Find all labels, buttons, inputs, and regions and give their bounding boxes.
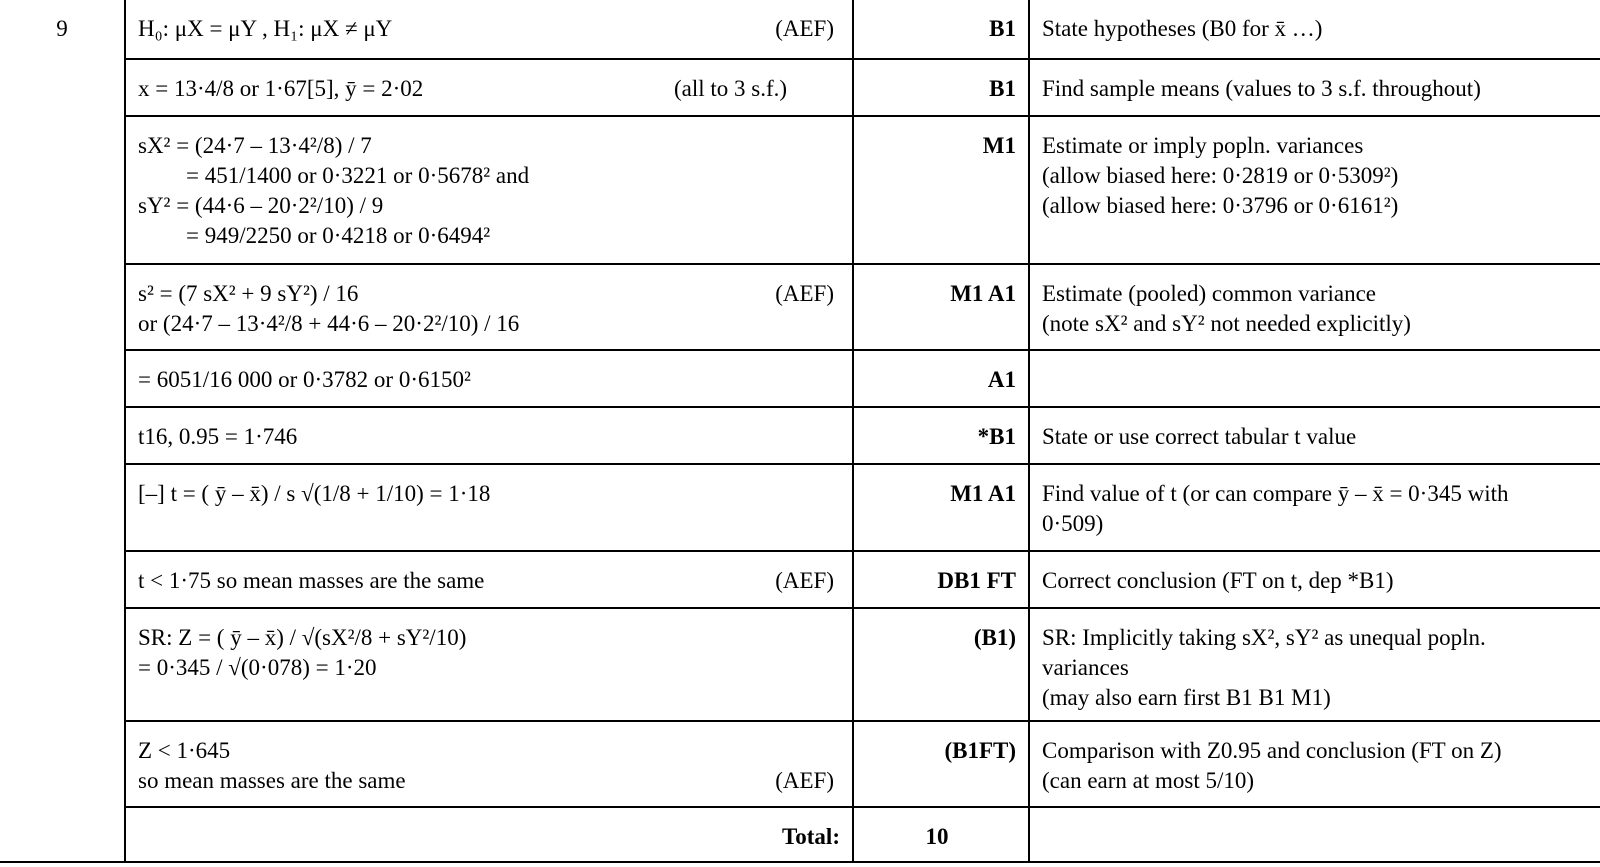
sample-means-text: x = 13·4/8 or 1·67[5], ȳ = 2·02 bbox=[138, 76, 424, 101]
answer-cell bbox=[125, 59, 853, 116]
aef-label: (AEF) bbox=[775, 568, 834, 593]
table-row bbox=[0, 721, 1600, 807]
answer-line: s² = (7 sX² + 9 sY²) / 16 bbox=[138, 281, 359, 306]
answer-cell bbox=[125, 721, 853, 807]
mark-cell: (B1FT) bbox=[853, 721, 1029, 807]
guidance-cell bbox=[1029, 264, 1600, 350]
answer-line: sY² = (44·6 – 20·2²/10) / 9 bbox=[138, 193, 384, 218]
guidance-line: variances bbox=[1042, 655, 1129, 680]
guidance-line: (allow biased here: 0·3796 or 0·6161²) bbox=[1042, 193, 1399, 218]
answer-line: Z < 1·645 bbox=[138, 738, 231, 763]
guidance-line: Estimate or imply popln. variances bbox=[1042, 133, 1364, 158]
table-row bbox=[0, 551, 1600, 608]
answer-cell: = 6051/16 000 or 0·3782 or 0·6150² bbox=[125, 350, 853, 407]
guidance-line: (note sX² and sY² not needed explicitly) bbox=[1042, 311, 1411, 336]
total-label: Total: bbox=[125, 807, 853, 862]
answer-cell bbox=[125, 264, 853, 350]
answer-cell bbox=[125, 116, 853, 264]
table-row bbox=[0, 350, 1600, 407]
answer-cell bbox=[125, 551, 853, 608]
answer-line: so mean masses are the same bbox=[138, 768, 406, 793]
mark-cell: B1 bbox=[853, 0, 1029, 59]
mark-cell: DB1 FT bbox=[853, 551, 1029, 608]
guidance-cell: Find sample means (values to 3 s.f. throughout) bbox=[1029, 59, 1600, 116]
table-row bbox=[0, 464, 1600, 551]
aef-label: (AEF) bbox=[775, 281, 834, 306]
guidance-line: SR: Implicitly taking sX², sY² as unequal popln. bbox=[1042, 625, 1486, 650]
guidance-line: Comparison with Z0.95 and conclusion (FT on Z) bbox=[1042, 738, 1502, 763]
aef-label: (AEF) bbox=[775, 768, 834, 793]
answer-line: sX² = (24·7 – 13·4²/8) / 7 bbox=[138, 133, 372, 158]
mark-cell: (B1) bbox=[853, 608, 1029, 721]
table-row bbox=[0, 608, 1600, 721]
answer-cell: [–] t = ( ȳ – x̄) / s √(1/8 + 1/10) = 1·18 bbox=[125, 464, 853, 551]
answer-line: = 451/1400 or 0·3221 or 0·5678² and bbox=[186, 163, 530, 188]
guidance-line: Estimate (pooled) common variance bbox=[1042, 281, 1377, 306]
guidance-line: (may also earn first B1 B1 M1) bbox=[1042, 685, 1331, 710]
guidance-line: (can earn at most 5/10) bbox=[1042, 768, 1255, 793]
guidance-cell bbox=[1029, 608, 1600, 721]
total-row bbox=[0, 807, 1600, 862]
guidance-cell bbox=[1029, 116, 1600, 264]
answer-cell: t16, 0.95 = 1·746 bbox=[125, 407, 853, 464]
guidance-cell: Correct conclusion (FT on t, dep *B1) bbox=[1029, 551, 1600, 608]
mark-cell: M1 A1 bbox=[853, 464, 1029, 551]
guidance-cell bbox=[1029, 464, 1600, 551]
mark-cell: M1 A1 bbox=[853, 264, 1029, 350]
table-row bbox=[0, 59, 1600, 116]
guidance-cell: State hypotheses (B0 for x̄ …) bbox=[1029, 0, 1600, 59]
guidance-line: (allow biased here: 0·2819 or 0·5309²) bbox=[1042, 163, 1399, 188]
hypotheses-text: H₀: μX = μY , H₁: μX ≠ μY bbox=[138, 16, 393, 41]
answer-cell bbox=[125, 608, 853, 721]
answer-line: or (24·7 – 13·4²/8 + 44·6 – 20·2²/10) / 16 bbox=[138, 311, 520, 336]
mark-cell: M1 bbox=[853, 116, 1029, 264]
answer-line: SR: Z = ( ȳ – x̄) / √(sX²/8 + sY²/10) bbox=[138, 625, 467, 650]
total-value: 10 bbox=[853, 807, 1029, 862]
answer-line: = 949/2250 or 0·4218 or 0·6494² bbox=[186, 223, 491, 248]
answer-note: (all to 3 s.f.) bbox=[674, 76, 788, 101]
question-number: 9 bbox=[0, 0, 125, 862]
guidance-cell bbox=[1029, 721, 1600, 807]
conclusion-text: t < 1·75 so mean masses are the same bbox=[138, 568, 485, 593]
guidance-cell bbox=[1029, 807, 1600, 862]
mark-cell: A1 bbox=[853, 350, 1029, 407]
guidance-line: Find value of t (or can compare ȳ – x̄ = 0·345 with bbox=[1042, 481, 1509, 506]
mark-cell: *B1 bbox=[853, 407, 1029, 464]
table-row bbox=[0, 0, 1600, 59]
mark-cell: B1 bbox=[853, 59, 1029, 116]
answer-line: = 0·345 / √(0·078) = 1·20 bbox=[138, 655, 377, 680]
table-row bbox=[0, 264, 1600, 350]
table-row bbox=[0, 116, 1600, 264]
guidance-line: 0·509) bbox=[1042, 511, 1104, 536]
table-row bbox=[0, 407, 1600, 464]
aef-label: (AEF) bbox=[775, 16, 834, 41]
guidance-cell: State or use correct tabular t value bbox=[1029, 407, 1600, 464]
answer-cell bbox=[125, 0, 853, 59]
guidance-cell bbox=[1029, 350, 1600, 407]
